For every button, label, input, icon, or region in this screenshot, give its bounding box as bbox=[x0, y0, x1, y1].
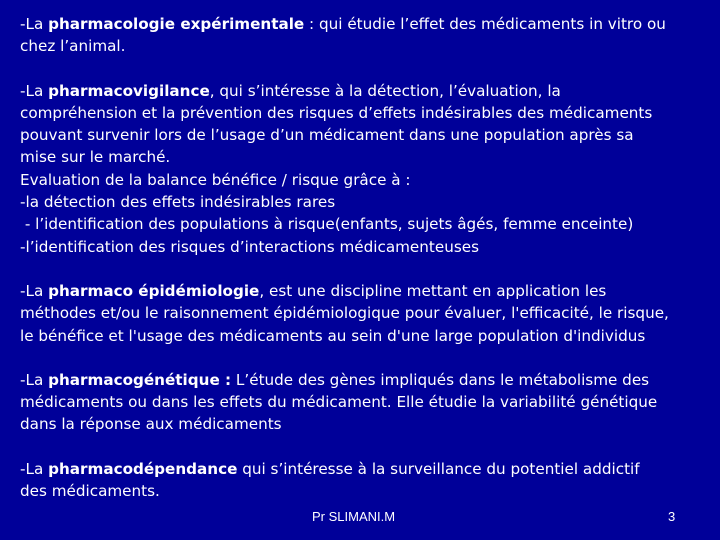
term-pharmacogenetique: pharmacogénétique : bbox=[48, 370, 232, 389]
text-line: compréhension et la prévention des risques d’effets indésirables des médicaments bbox=[20, 103, 653, 122]
text-line: -la détection des effets indésirables rares bbox=[20, 193, 336, 212]
text-line: dans la réponse aux médicaments bbox=[20, 415, 282, 434]
text-fragment: , qui s’intéresse à la détection, l’évaluation, la bbox=[209, 81, 561, 100]
text-line bbox=[20, 458, 706, 480]
text-line: -l’identification des risques d’interactions médicamenteuses bbox=[20, 237, 479, 256]
lead-text: -La bbox=[20, 459, 49, 478]
text-line: mise sur le marché. bbox=[20, 148, 171, 167]
text-line bbox=[20, 13, 706, 35]
text-fragment: : qui étudie l’effet des médicaments in vitro ou bbox=[304, 15, 666, 33]
text-line: méthodes et/ou le raisonnement épidémiologique pour évaluer, l'efficacité, le risque, bbox=[20, 304, 669, 323]
paragraph-pharmaco-epidemiologie bbox=[20, 280, 706, 347]
text-line: chez l’animal. bbox=[20, 37, 126, 56]
page-number: 3 bbox=[668, 509, 676, 524]
text-line: pouvant survenir lors de l’usage d’un médicament dans une population après sa bbox=[20, 126, 634, 145]
footer-author: Pr SLIMANI.M bbox=[312, 509, 396, 524]
text-line bbox=[20, 280, 706, 302]
text-line bbox=[20, 369, 706, 391]
term-pharmacodependance: pharmacodépendance bbox=[48, 459, 238, 478]
paragraph-pharmacovigilance bbox=[20, 80, 706, 258]
text-fragment: , est une discipline mettant en application les bbox=[259, 281, 607, 300]
term-pharmacovigilance: pharmacovigilance bbox=[48, 81, 210, 100]
text-fragment: qui s’intéresse à la surveillance du potentiel addictif bbox=[237, 459, 640, 478]
paragraph-pharmacodependance bbox=[20, 458, 706, 503]
text-line bbox=[20, 80, 706, 102]
lead-text: -La bbox=[20, 281, 49, 300]
lead-text: -La bbox=[20, 81, 49, 100]
lead-text: -La bbox=[20, 370, 49, 389]
term-pharmaco-epidemiologie: pharmaco épidémiologie bbox=[48, 281, 260, 300]
term-pharmacologie-experimentale: pharmacologie expérimentale bbox=[48, 15, 305, 33]
text-line: le bénéfice et l'usage des médicaments au sein d'une large population d'individus bbox=[20, 326, 646, 345]
text-fragment: L’étude des gènes impliqués dans le métabolisme des bbox=[231, 370, 650, 389]
text-line: - l’identification des populations à risque(enfants, sujets âgés, femme enceinte) bbox=[20, 215, 634, 234]
lead-text: -La bbox=[20, 15, 49, 33]
paragraph-pharmacogenetique bbox=[20, 369, 706, 436]
text-line: Evaluation de la balance bénéfice / risque grâce à : bbox=[20, 170, 411, 189]
paragraph-pharmacologie-experimentale bbox=[20, 13, 706, 58]
text-line: des médicaments. bbox=[20, 482, 160, 501]
text-line: médicaments ou dans les effets du médicament. Elle étudie la variabilité génétique bbox=[20, 393, 658, 412]
